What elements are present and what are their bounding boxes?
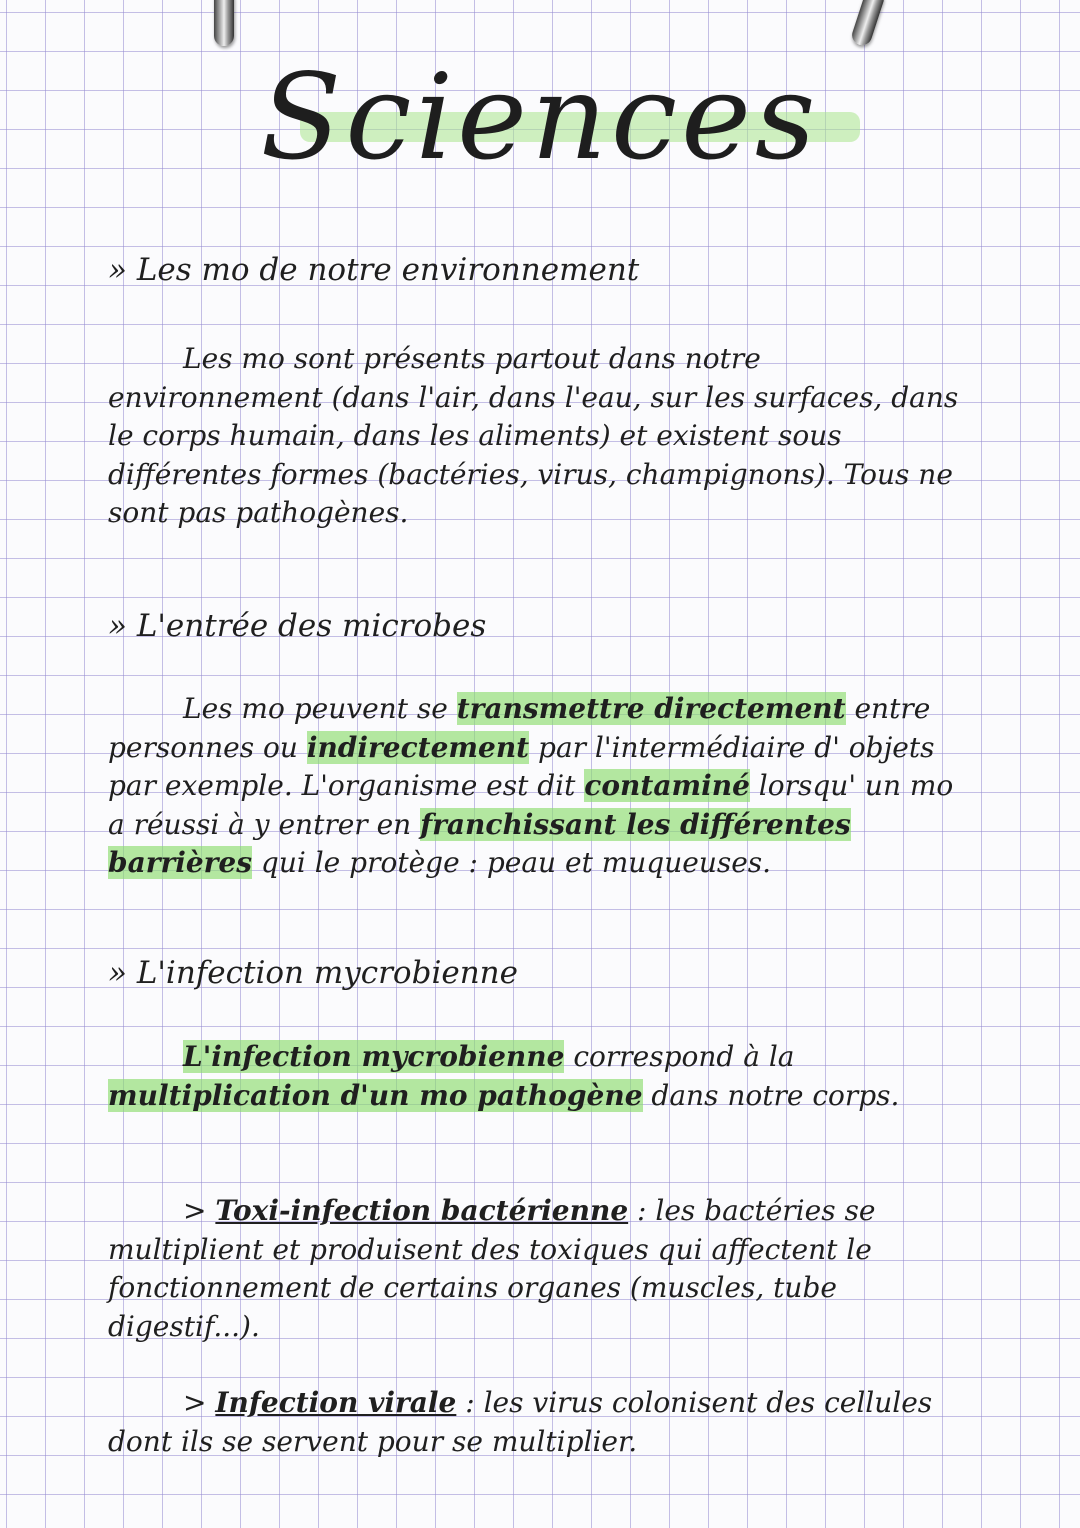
text-fragment: Les mo peuvent se (183, 692, 457, 725)
term-toxi-infection: Toxi-infection bactérienne (215, 1194, 629, 1227)
text-fragment: dans notre corps. (642, 1078, 900, 1112)
paragraph-viral-infection (108, 1384, 968, 1461)
text-fragment: par l'intermédiaire d' objets par exemple. L'organisme est dit (108, 730, 935, 803)
definition-toxi-infection: : les bactéries se multiplient et produisent des toxiques qui affectent le fonctionnement de certains organes (muscles, tube digestif...). (108, 1194, 876, 1343)
highlight-transmit-directly: transmettre directement (456, 692, 846, 725)
highlight-barriers: franchissant les différentes barrières (108, 807, 851, 880)
highlight-multiplication: multiplication d'un mo pathogène (108, 1078, 643, 1112)
binder-ring-left (214, 0, 234, 46)
section-heading-infection: » L'infection mycrobienne (108, 955, 518, 991)
text-fragment: lorsqu' un mo a réussi à y entrer en (108, 769, 954, 841)
paragraph-environment (108, 340, 968, 533)
paragraph-environment-text: Les mo sont présents partout dans notre environnement (dans l'air, dans l'eau, sur les surfaces, dans le corps humain, dans les aliments) et existent sous différentes formes (bactéries, virus, champignons). Tous ne sont pas pathogènes. (108, 342, 959, 530)
bullet-marker: > (183, 1194, 216, 1227)
binder-ring-right (850, 0, 887, 48)
bullet-marker: > (183, 1386, 216, 1419)
text-fragment: qui le protège : peau et muqueuses. (252, 846, 772, 880)
definition-viral-infection: : les virus colonisent des cellules dont ils se servent pour se multiplier. (108, 1386, 933, 1458)
section-heading-environment: » Les mo de notre environnement (108, 252, 640, 288)
paragraph-toxi-infection (108, 1192, 968, 1346)
highlight-indirectly: indirectement (306, 730, 530, 764)
highlight-microbial-infection: L'infection mycrobienne (183, 1040, 565, 1073)
text-fragment: entre personnes ou (108, 692, 931, 764)
paragraph-infection (108, 1038, 968, 1115)
text-fragment: correspond à la (564, 1040, 795, 1073)
page-title: Sciences (260, 48, 820, 186)
section-heading-entry: » L'entrée des microbes (108, 608, 487, 644)
paragraph-entry (108, 690, 968, 883)
highlight-contaminated: contaminé (584, 769, 750, 803)
term-viral-infection: Infection virale (215, 1386, 457, 1419)
